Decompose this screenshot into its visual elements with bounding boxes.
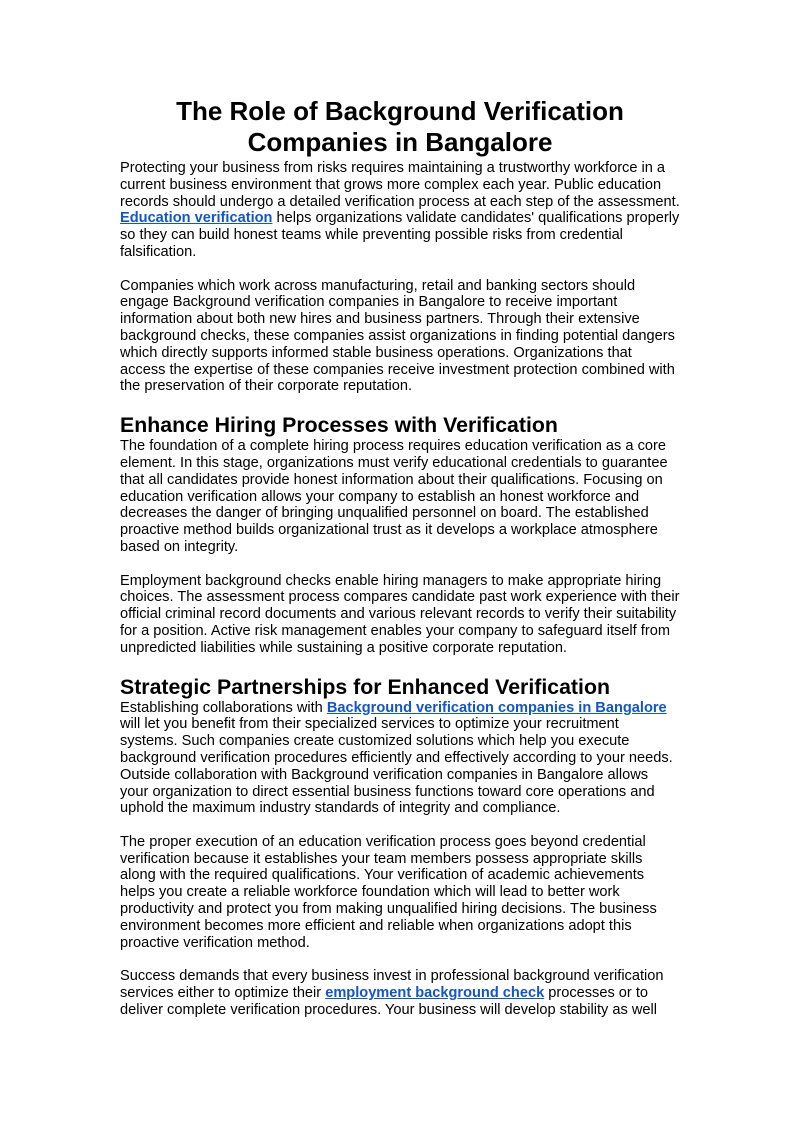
section1-paragraph-1: The foundation of a complete hiring process requires education verification as a core element. In this stage, organizations must verify educational credentials to guarantee that all candidates provide honest information about their qualifications. Focusing on education verification allows your company to establish an honest workforce and decreases the danger of bringing unqualified personnel on board. The established proactive method builds organizational trust as it develops a workplace atmosphere based on integrity. xyxy=(120,438,668,555)
section2-paragraph-3 xyxy=(120,968,680,1018)
intro-paragraph-2: Companies which work across manufacturing, retail and banking sectors should engage Background verification companies in Bangalore to receive important information about both new hires and business partners. Through their extensive background checks, these companies assist organizations in finding potential dangers which directly supports informed stable business operations. Organizations that access the expertise of these companies receive investment protection combined with the preservation of their corporate reputation. xyxy=(120,277,675,395)
employment-background-check-link[interactable]: employment background check xyxy=(325,985,545,1002)
document-page xyxy=(120,96,680,1019)
section-heading-strategic-partnerships: Strategic Partnerships for Enhanced Verification xyxy=(120,674,610,699)
section2-p3-text-after: processes or to deliver complete verification procedures. Your business will develop stability as well xyxy=(120,985,657,1018)
section2-paragraph-1 xyxy=(120,700,680,818)
page-title: The Role of Background Verification Companies in Bangalore xyxy=(176,96,624,157)
intro-p1-text-after: helps organizations validate candidates' qualifications properly so they can build honest teams while preventing possible risks from credential falsification. xyxy=(120,210,680,260)
section2-p3-text-before: Success demands that every business invest in professional background verification services either to optimize their xyxy=(120,968,664,1002)
section2-p1-text-before: Establishing collaborations with xyxy=(120,699,327,716)
section1-paragraph-2: Employment background checks enable hiring managers to make appropriate hiring choices. The assessment process compares candidate past work experience with their official criminal record documents and various relevant records to verify their suitability for a position. Active risk management enables your company to safeguard itself from unpredicted liabilities while sustaining a positive corporate reputation. xyxy=(120,572,680,656)
section2-paragraph-2: The proper execution of an education verification process goes beyond credential verification because it establishes your team members possess appropriate skills along with the required qualifications. Your verification of academic achievements helps you create a reliable workforce foundation which will lead to better work productivity and protect you from making unqualified hiring decisions. The business environment becomes more efficient and reliable when organizations adopt this proactive verification method. xyxy=(120,833,657,951)
intro-p1-text-before: Protecting your business from risks requires maintaining a trustworthy workforce in a current business environment that grows more complex each year. Public education records should undergo a detailed verification process at each step of the assessment. xyxy=(120,160,680,210)
education-verification-link[interactable]: Education verification xyxy=(120,210,273,227)
section2-p1-text-after: will let you benefit from their specialized services to optimize your recruitment systems. Such companies create customized solutions which help you execute background verification procedures efficiently and effectively according to your needs. Outside collaboration with Background verification companies in Bangalore allows your organization to direct essential business functions toward core operations and uphold the maximum industry standards of integrity and compliance. xyxy=(120,716,673,817)
background-verification-companies-link[interactable]: Background verification companies in Bangalore xyxy=(326,699,667,716)
section-heading-enhance-hiring: Enhance Hiring Processes with Verification xyxy=(120,413,558,438)
intro-paragraph-1 xyxy=(120,160,680,261)
